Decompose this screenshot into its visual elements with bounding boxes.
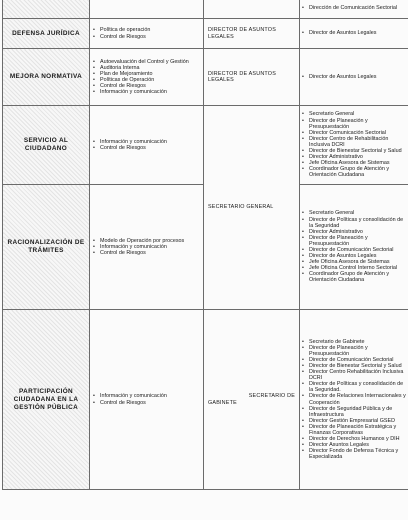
- list-item: • Director de Relaciones Internacionales y Cooperación: [300, 393, 408, 405]
- list-item: • Control de Riesgos: [90, 34, 203, 40]
- process-name: RACIONALIZACIÓN DE TRÁMITES: [7, 239, 85, 254]
- participants-list: [300, 74, 408, 80]
- list-item: • Modelo de Operación por procesos: [90, 238, 203, 244]
- list-item: • Director de Comunicación Sectorial: [300, 247, 408, 253]
- subsystem-cell: [90, 185, 204, 310]
- list-item: • Control de Riesgos: [90, 400, 203, 406]
- list-item: • Plan de Mejoramiento: [90, 71, 203, 77]
- list-item: • Auditoria Interna: [90, 65, 203, 71]
- participants-cell: [300, 0, 408, 19]
- process-name: PARTICIPACIÓN CIUDADANA EN LA GESTIÓN PÚBLICA: [13, 387, 79, 411]
- responsible-name: DIRECTOR DE ASUNTOS LEGALES: [208, 70, 276, 83]
- process-name: MEJORA NORMATIVA: [9, 73, 83, 80]
- participants-list: [300, 111, 408, 178]
- participants-list: [300, 210, 408, 283]
- process-cell: [3, 49, 90, 106]
- responsible-line-2: GABINETE: [208, 399, 237, 406]
- subsystem-list: [90, 238, 203, 256]
- list-item: • Director Centro de Rehabilitación Inclusiva DCRI: [300, 136, 408, 148]
- list-item: • Director Gestión Empresarial GSED: [300, 418, 408, 424]
- participants-list: [300, 5, 408, 11]
- process-name: SERVICIO AL CIUDADANO: [23, 137, 69, 152]
- list-item: • Director Administrativo: [300, 154, 408, 160]
- responsible-name: [204, 391, 299, 407]
- list-item: • Director de Seguridad Pública y de Infraestructura: [300, 406, 408, 418]
- list-item: • Jefe Oficina Asesora de Sistemas: [300, 259, 408, 265]
- list-item: • Políticas de Operación: [90, 77, 203, 83]
- list-item: • Secretario General: [300, 111, 408, 117]
- list-item: • Director de Comunicación Sectorial: [300, 357, 408, 363]
- list-item: • Jefe Oficina Asesora de Sistemas: [300, 160, 408, 166]
- list-item: • Información y comunicación: [90, 139, 203, 145]
- list-item: • Director de Planeación y Presupuestación: [300, 345, 408, 357]
- list-item: • Secretario General: [300, 210, 408, 216]
- table-row: [3, 106, 408, 185]
- list-item: • Director Comunicación Sectorial: [300, 130, 408, 136]
- table-row: [3, 0, 408, 19]
- responsible-cell: [204, 19, 300, 49]
- subsystem-list: [90, 59, 203, 96]
- list-item: • Control de Riesgos: [90, 145, 203, 151]
- list-item: • Información y comunicación: [90, 89, 203, 95]
- responsible-cell: [204, 310, 300, 490]
- subsystem-cell: [90, 49, 204, 106]
- subsystem-list: [90, 27, 203, 39]
- list-item: • Director de Bienestar Sectorial y Salud: [300, 148, 408, 154]
- list-item: • Información y comunicación: [90, 244, 203, 250]
- list-item: • Política de operación: [90, 27, 203, 33]
- list-item: • Jefe Oficina Control Interno Sectorial: [300, 265, 408, 271]
- participants-cell: [300, 49, 408, 106]
- table-row: [3, 310, 408, 490]
- list-item: • Coordinador Grupo de Atención y Orientación Ciudadana: [300, 166, 408, 178]
- responsible-cell: [204, 106, 300, 310]
- list-item: • Director de Planeación Estratégica y Finanzas Corporativas: [300, 424, 408, 436]
- list-item: • Control de Riesgos: [90, 250, 203, 256]
- participants-cell: [300, 185, 408, 310]
- list-item: • Director de Planeación y Presupuestación: [300, 235, 408, 247]
- list-item: • Director de Asuntos Legales: [300, 30, 408, 36]
- process-cell: [3, 0, 90, 19]
- process-name: DEFENSA JURÍDICA: [12, 29, 80, 37]
- list-item: • Director de Políticas y consolidación de la Seguridad.: [300, 381, 408, 393]
- list-item: • Director Administrativo: [300, 229, 408, 235]
- process-cell: [3, 106, 90, 185]
- list-item: • Director Centro Rehabilitación Inclusiva DCRI: [300, 369, 408, 381]
- list-item: • Director de Asuntos Legales: [300, 74, 408, 80]
- subsystem-cell: [90, 19, 204, 49]
- table-row: [3, 49, 408, 106]
- subsystem-cell: [90, 0, 204, 19]
- participants-cell: [300, 106, 408, 185]
- responsible-cell: [204, 0, 300, 19]
- list-item: • Director de Políticas y consolidación de la Seguridad: [300, 217, 408, 229]
- list-item: • Coordinador Grupo de Atención y Orientación Ciudadana: [300, 271, 408, 283]
- list-item: • Director de Bienestar Sectorial y Salud: [300, 363, 408, 369]
- list-item: • Director de Derechos Humanos y DIH: [300, 436, 408, 442]
- subsystem-cell: [90, 106, 204, 185]
- responsible-name: DIRECTOR DE ASUNTOS LEGALES: [208, 27, 276, 40]
- participants-cell: [300, 310, 408, 490]
- list-item: • Secretario de Gabinete: [300, 339, 408, 345]
- list-item: • Director Asuntos Legales: [300, 442, 408, 448]
- responsible-cell: [204, 49, 300, 106]
- participants-list: [300, 339, 408, 461]
- subsystem-list: [90, 393, 203, 405]
- process-cell: [3, 185, 90, 310]
- subsystem-list: [90, 139, 203, 151]
- list-item: • Dirección de Comunicación Sectorial: [300, 5, 408, 11]
- list-item: • Director de Asuntos Legales: [300, 253, 408, 259]
- participants-cell: [300, 19, 408, 49]
- process-table: [2, 0, 408, 490]
- list-item: • Director de Planeación y Presupuestación: [300, 118, 408, 130]
- list-item: • Autoevaluación del Control y Gestión: [90, 59, 203, 65]
- list-item: • Director Fondo de Defensa Técnica y Especializada: [300, 448, 408, 460]
- participants-list: [300, 30, 408, 36]
- table-row: [3, 19, 408, 49]
- process-cell: [3, 310, 90, 490]
- responsible-line-1: SECRETARIO DE: [248, 393, 295, 400]
- subsystem-cell: [90, 310, 204, 490]
- responsible-name: SECRETARIO GENERAL: [208, 204, 274, 211]
- process-cell: [3, 19, 90, 49]
- list-item: • Información y comunicación: [90, 393, 203, 399]
- list-item: • Control de Riesgos: [90, 83, 203, 89]
